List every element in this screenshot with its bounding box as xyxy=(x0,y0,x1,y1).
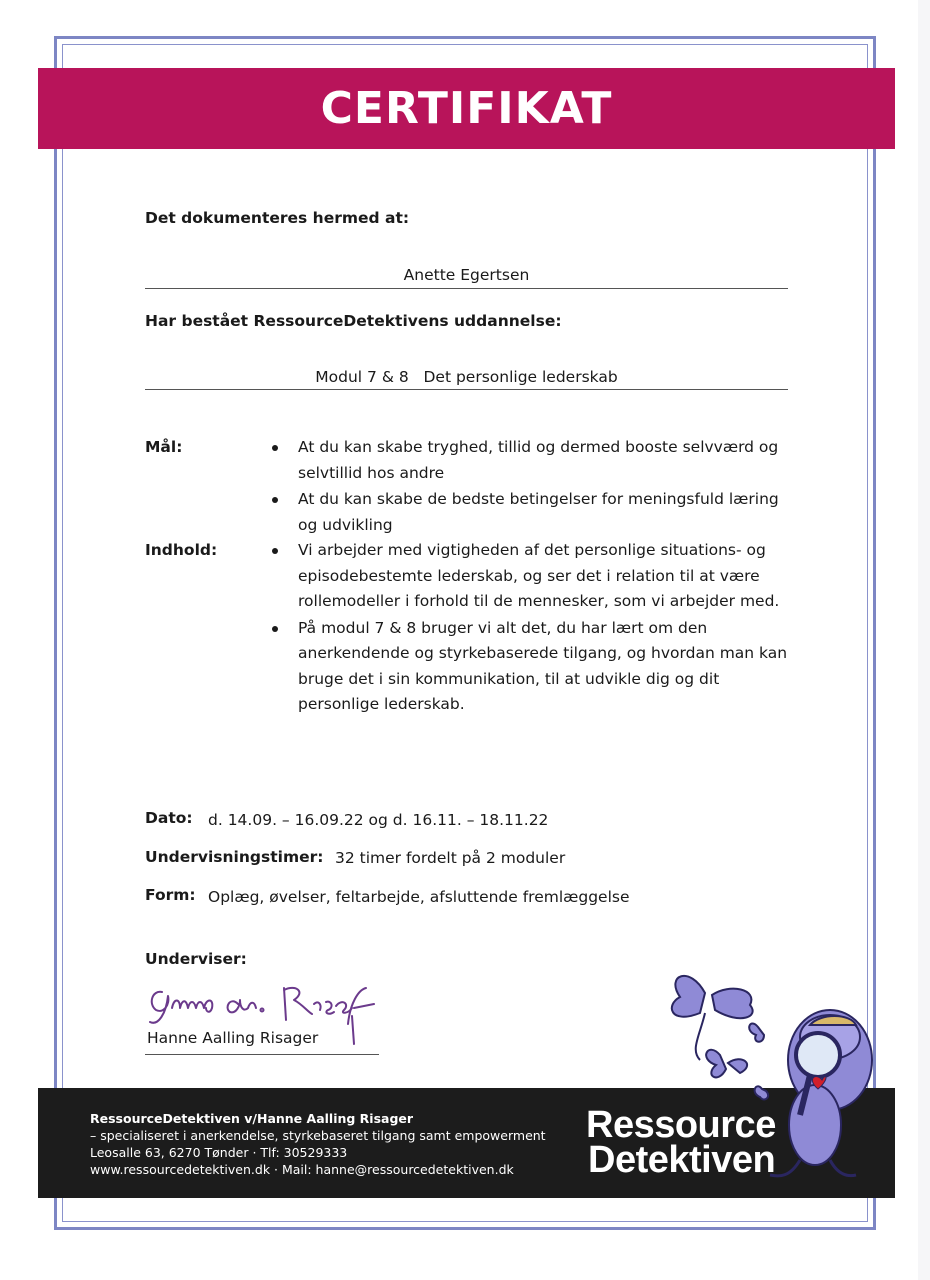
teacher-label: Underviser: xyxy=(145,950,247,968)
recipient-name: Anette Egertsen xyxy=(403,266,530,284)
passed-label: Har bestået RessourceDetektivens uddannelse: xyxy=(145,312,562,330)
date-label: Dato: xyxy=(145,809,193,827)
signature-line xyxy=(145,1054,379,1055)
list-item: Vi arbejder med vigtigheden af det personlige situations- og episodebestemte lederskab, og ser det i relation til at være rollemodeller i forhold til de mennesker, som vi arbejder med. xyxy=(270,538,790,615)
title-banner xyxy=(38,68,895,149)
footer-tagline: – specialiseret i anerkendelse, styrkebaseret tilgang samt empowerment xyxy=(90,1128,546,1143)
logo-line-2: Detektiven xyxy=(588,1139,776,1181)
footer-company: RessourceDetektiven v/Hanne Aalling Risager xyxy=(90,1111,414,1126)
content-list xyxy=(270,538,790,719)
content-label: Indhold: xyxy=(145,541,218,559)
date-value: d. 14.09. – 16.09.22 og d. 16.11. – 18.11.22 xyxy=(208,811,549,829)
goals-label: Mål: xyxy=(145,438,183,456)
list-item: På modul 7 & 8 bruger vi alt det, du har lært om den anerkendende og styrkebaserede tilgang, og hvordan man kan bruge det i sin kommunikation, til at udvikle dig og dit personlige lederskab. xyxy=(270,616,790,718)
form-label: Form: xyxy=(145,886,196,904)
list-item: At du kan skabe de bedste betingelser for meningsfuld læring og udvikling xyxy=(270,487,790,538)
module-underline xyxy=(145,389,788,390)
intro-label: Det dokumenteres hermed at: xyxy=(145,209,410,227)
hours-value: 32 timer fordelt på 2 moduler xyxy=(335,849,566,867)
list-item: At du kan skabe tryghed, tillid og dermed booste selvværd og selvtillid hos andre xyxy=(270,435,790,486)
module-title: Modul 7 & 8 Det personlige lederskab xyxy=(315,368,618,386)
footer-contact: www.ressourcedetektiven.dk · Mail: hanne@ressourcedetektiven.dk xyxy=(90,1162,514,1177)
goals-list xyxy=(270,435,790,539)
logo-line-1: Ressource xyxy=(586,1104,776,1146)
certificate-title: CERTIFIKAT xyxy=(320,83,613,134)
form-value: Oplæg, øvelser, feltarbejde, afsluttende fremlæggelse xyxy=(208,888,630,906)
hours-label: Undervisningstimer: xyxy=(145,848,324,866)
name-underline xyxy=(145,288,788,289)
teacher-name: Hanne Aalling Risager xyxy=(147,1029,319,1047)
footer-address: Leosalle 63, 6270 Tønder · Tlf: 30529333 xyxy=(90,1145,348,1160)
detective-mascot-icon xyxy=(660,955,890,1185)
